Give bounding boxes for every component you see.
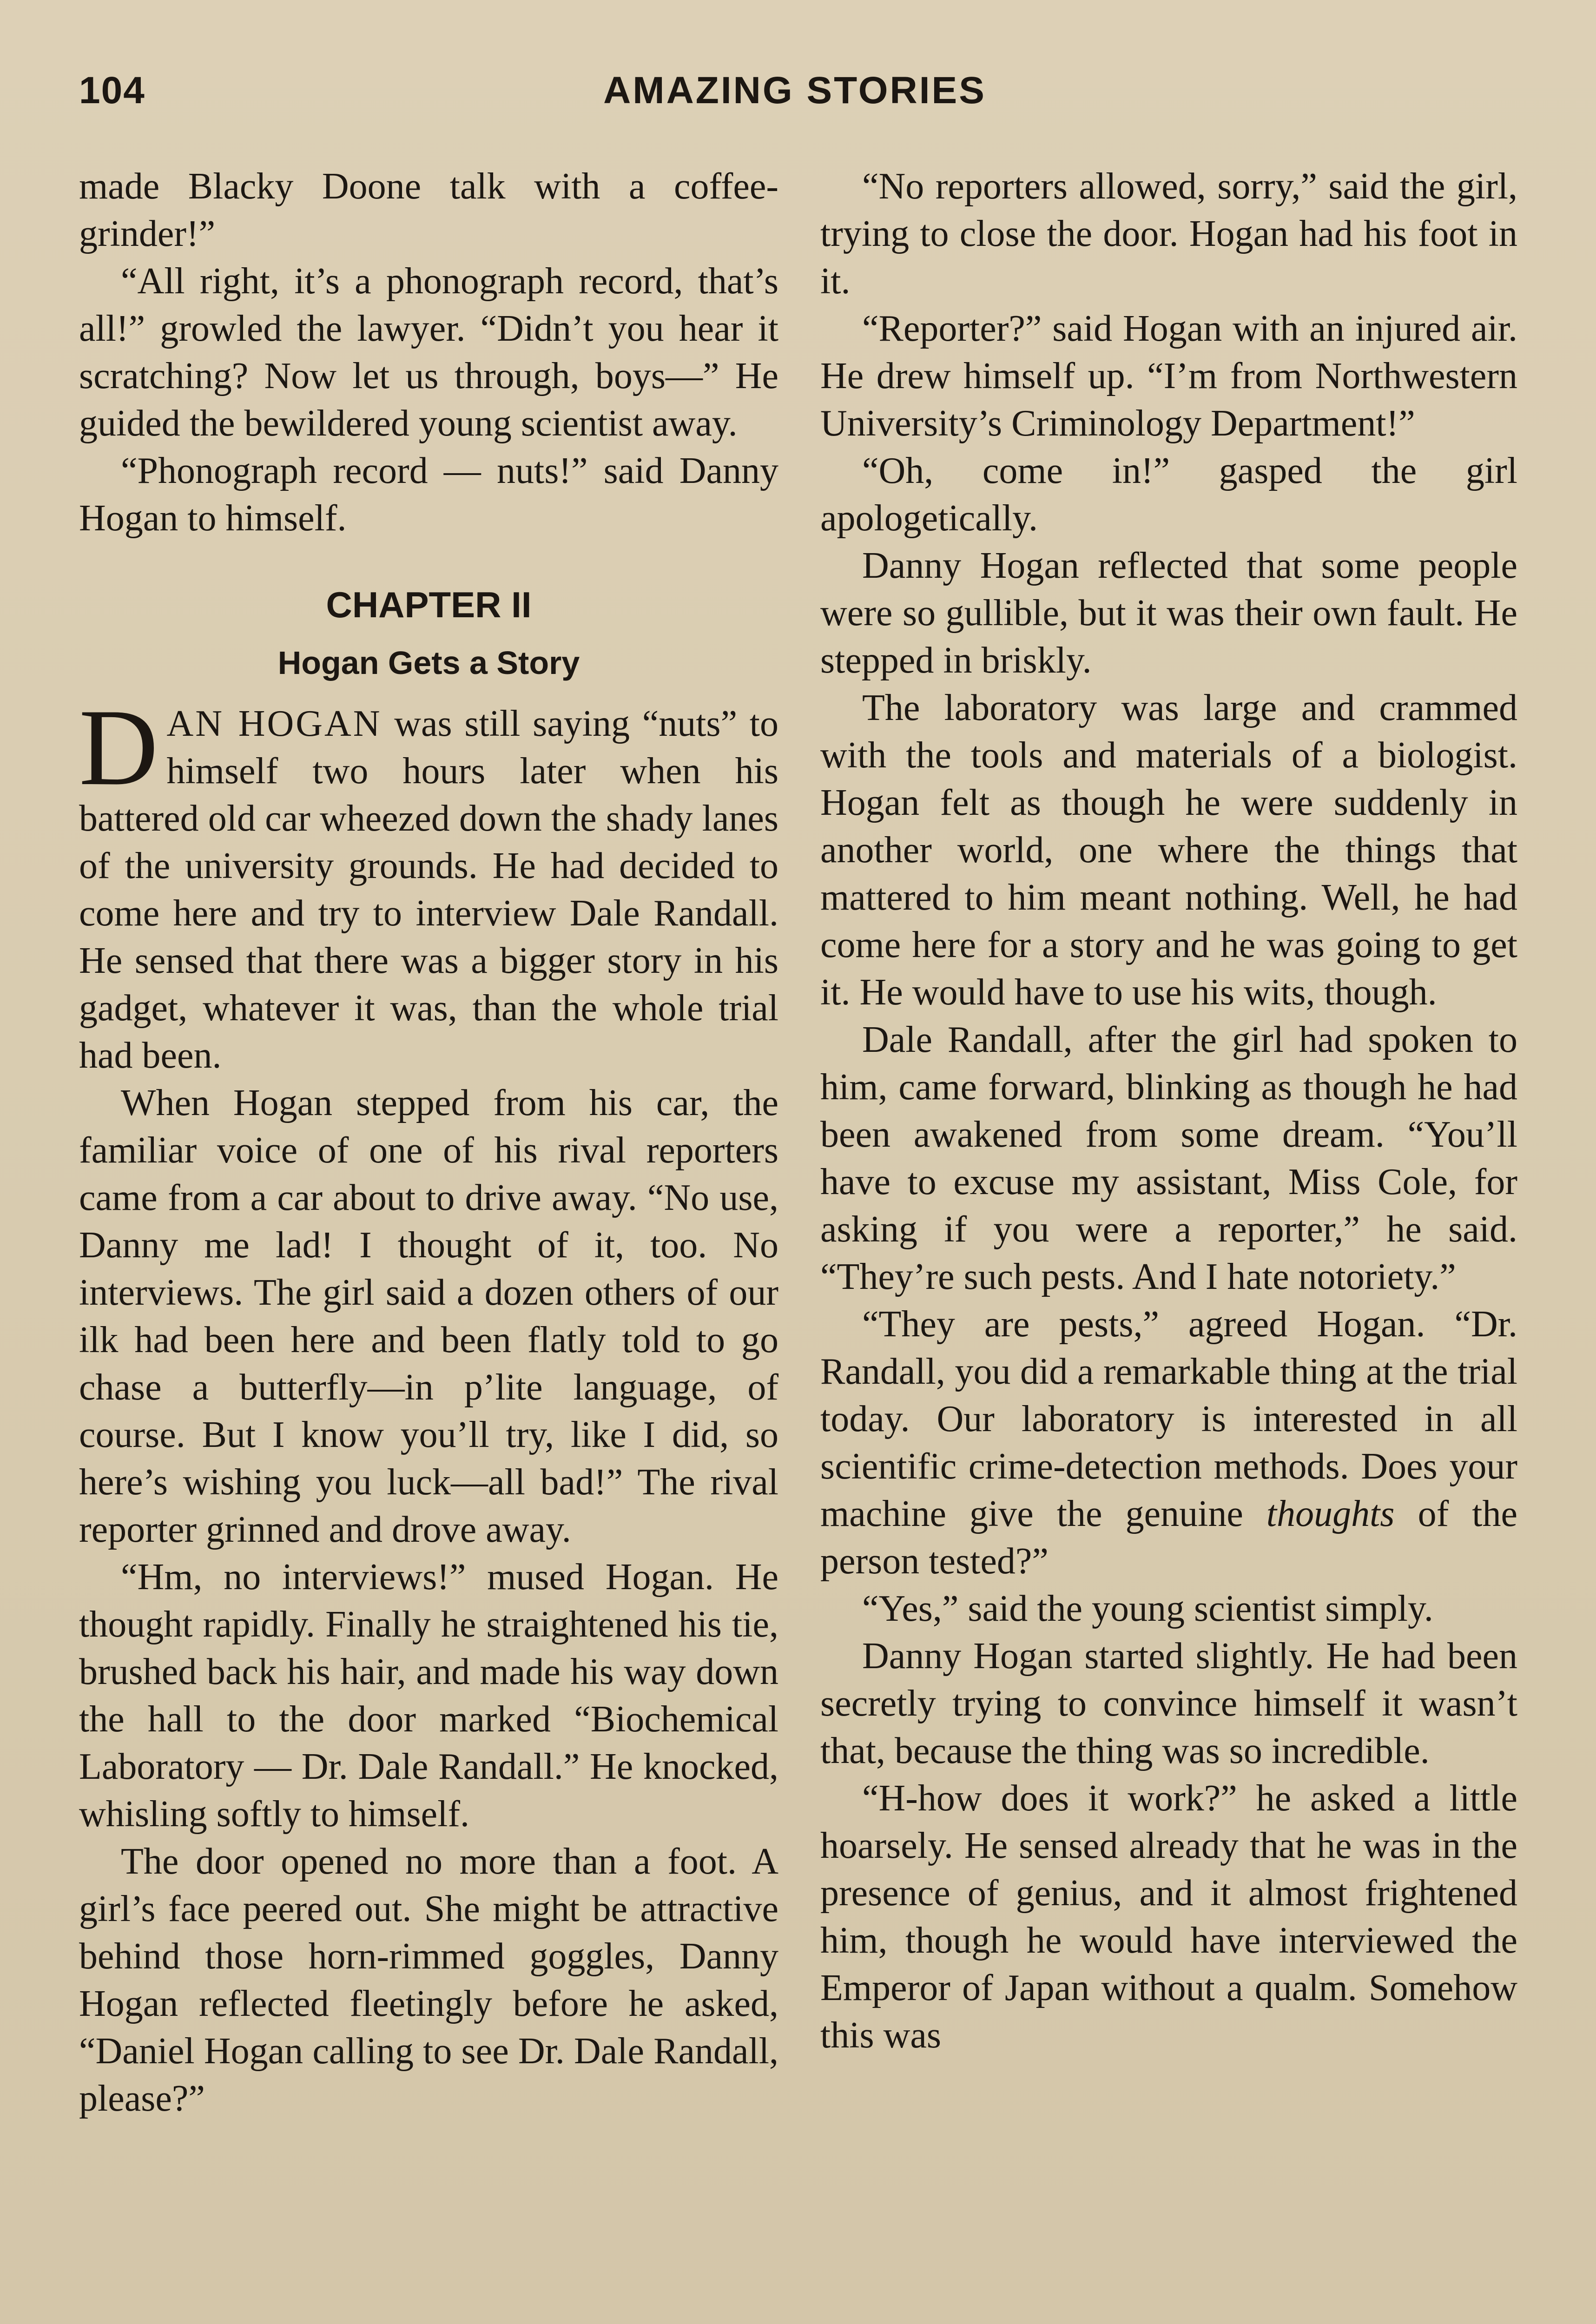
right-column (820, 163, 1517, 2059)
paragraph: The laboratory was large and crammed with the tools and materials of a biologist. Hogan felt as though he were suddenly in another world, one where the things that mattered to him meant nothing. Well, he had come here for a story and he was going to get it. He would have to use his wits, though. (820, 687, 1517, 1013)
paragraph: “No reporters allowed, sorry,” said the girl, trying to close the door. Hogan had his foot in it. (820, 166, 1517, 302)
paragraph: “Oh, come in!” gasped the girl apologetically. (820, 450, 1517, 539)
opening-caps: AN HOGAN (166, 703, 382, 744)
chapter-title: CHAPTER II (326, 584, 532, 625)
page-number: 104 (79, 69, 145, 112)
paragraph: “All right, it’s a phonograph record, that’s all!” growled the lawyer. “Didn’t you hear it scratching? Now let us through, boys—” He guided the bewildered young scientist away. (79, 261, 778, 444)
paragraph: Dale Randall, after the girl had spoken to him, came forward, blinking as though he had been awakened from some dream. “You’ll have to excuse my assistant, Miss Cole, for asking if you were a reporter,” he said. “They’re such pests. And I hate notoriety.” (820, 1019, 1517, 1297)
chapter-subtitle: Hogan Gets a Story (277, 645, 580, 681)
opening-text: was still saying “nuts” to himself two hours later when his battered old car wheezed down the shady lanes of the university grounds. He had decided to come here and try to interview Dale Randall. He sensed that there was a bigger story in his gadget, whatever it was, than the whole trial had been. (79, 703, 778, 1076)
running-head: AMAZING STORIES (603, 69, 986, 112)
paragraph: Danny Hogan reflected that some people were so gullible, but it was their own fault. He stepped in briskly. (820, 545, 1517, 681)
paragraph: Danny Hogan started slightly. He had been secretly trying to convince himself it wasn’t that, because the thing was so incredible. (820, 1636, 1517, 1771)
paragraph: made Blacky Doone talk with a coffee-grinder!” (79, 166, 778, 254)
paragraph (820, 1301, 1517, 1585)
paragraph: “Yes,” said the young scientist simply. (862, 1588, 1433, 1629)
paragraph-text: “They are pests,” agreed Hogan. “Dr. Randall, you did a remarkable thing at the trial today. Our laboratory is interested in all scientific crime-detection methods. Does your machine give the genuine (820, 1304, 1517, 1534)
paragraph: “Phonograph record — nuts!” said Danny Hogan to himself. (79, 450, 778, 539)
drop-cap: D (79, 687, 158, 808)
chapter-opening-paragraph (79, 687, 778, 1079)
left-column (79, 163, 778, 2122)
paragraph: “Hm, no interviews!” mused Hogan. He thought rapidly. Finally he straightened his tie, brushed back his hair, and made his way down the hall to the door marked “Biochemical Laboratory — Dr. Dale Randall.” He knocked, whisling softly to himself. (79, 1557, 778, 1835)
emphasis-text: thoughts (1266, 1493, 1395, 1534)
paragraph-text: of the person tested?” (820, 1493, 1518, 1582)
paragraph: The door opened no more than a foot. A girl’s face peered out. She might be attractive behind those horn-rimmed goggles, Danny Hogan reflected fleetingly before he asked, “Daniel Hogan calling to see Dr. Dale Randall, please?” (79, 1841, 778, 2119)
paragraph: “Reporter?” said Hogan with an injured air. He drew himself up. “I’m from Northwestern University’s Criminology Department!” (820, 308, 1517, 444)
page-header (79, 69, 1510, 120)
paragraph: When Hogan stepped from his car, the familiar voice of one of his rival reporters came from a car about to drive away. “No use, Danny me lad! I thought of it, too. No interviews. The girl said a dozen others of our ilk had been here and been flatly told to go chase a butterfly—in p’lite language, of course. But I know you’ll try, like I did, so here’s wishing you luck—all bad!” The rival reporter grinned and drove away. (79, 1083, 778, 1550)
paragraph: “H-how does it work?” he asked a little hoarsely. He sensed already that he was in the presence of genius, and it almost frightened him, though he would have interviewed the Emperor of Japan without a qualm. Somehow this was (820, 1778, 1517, 2056)
